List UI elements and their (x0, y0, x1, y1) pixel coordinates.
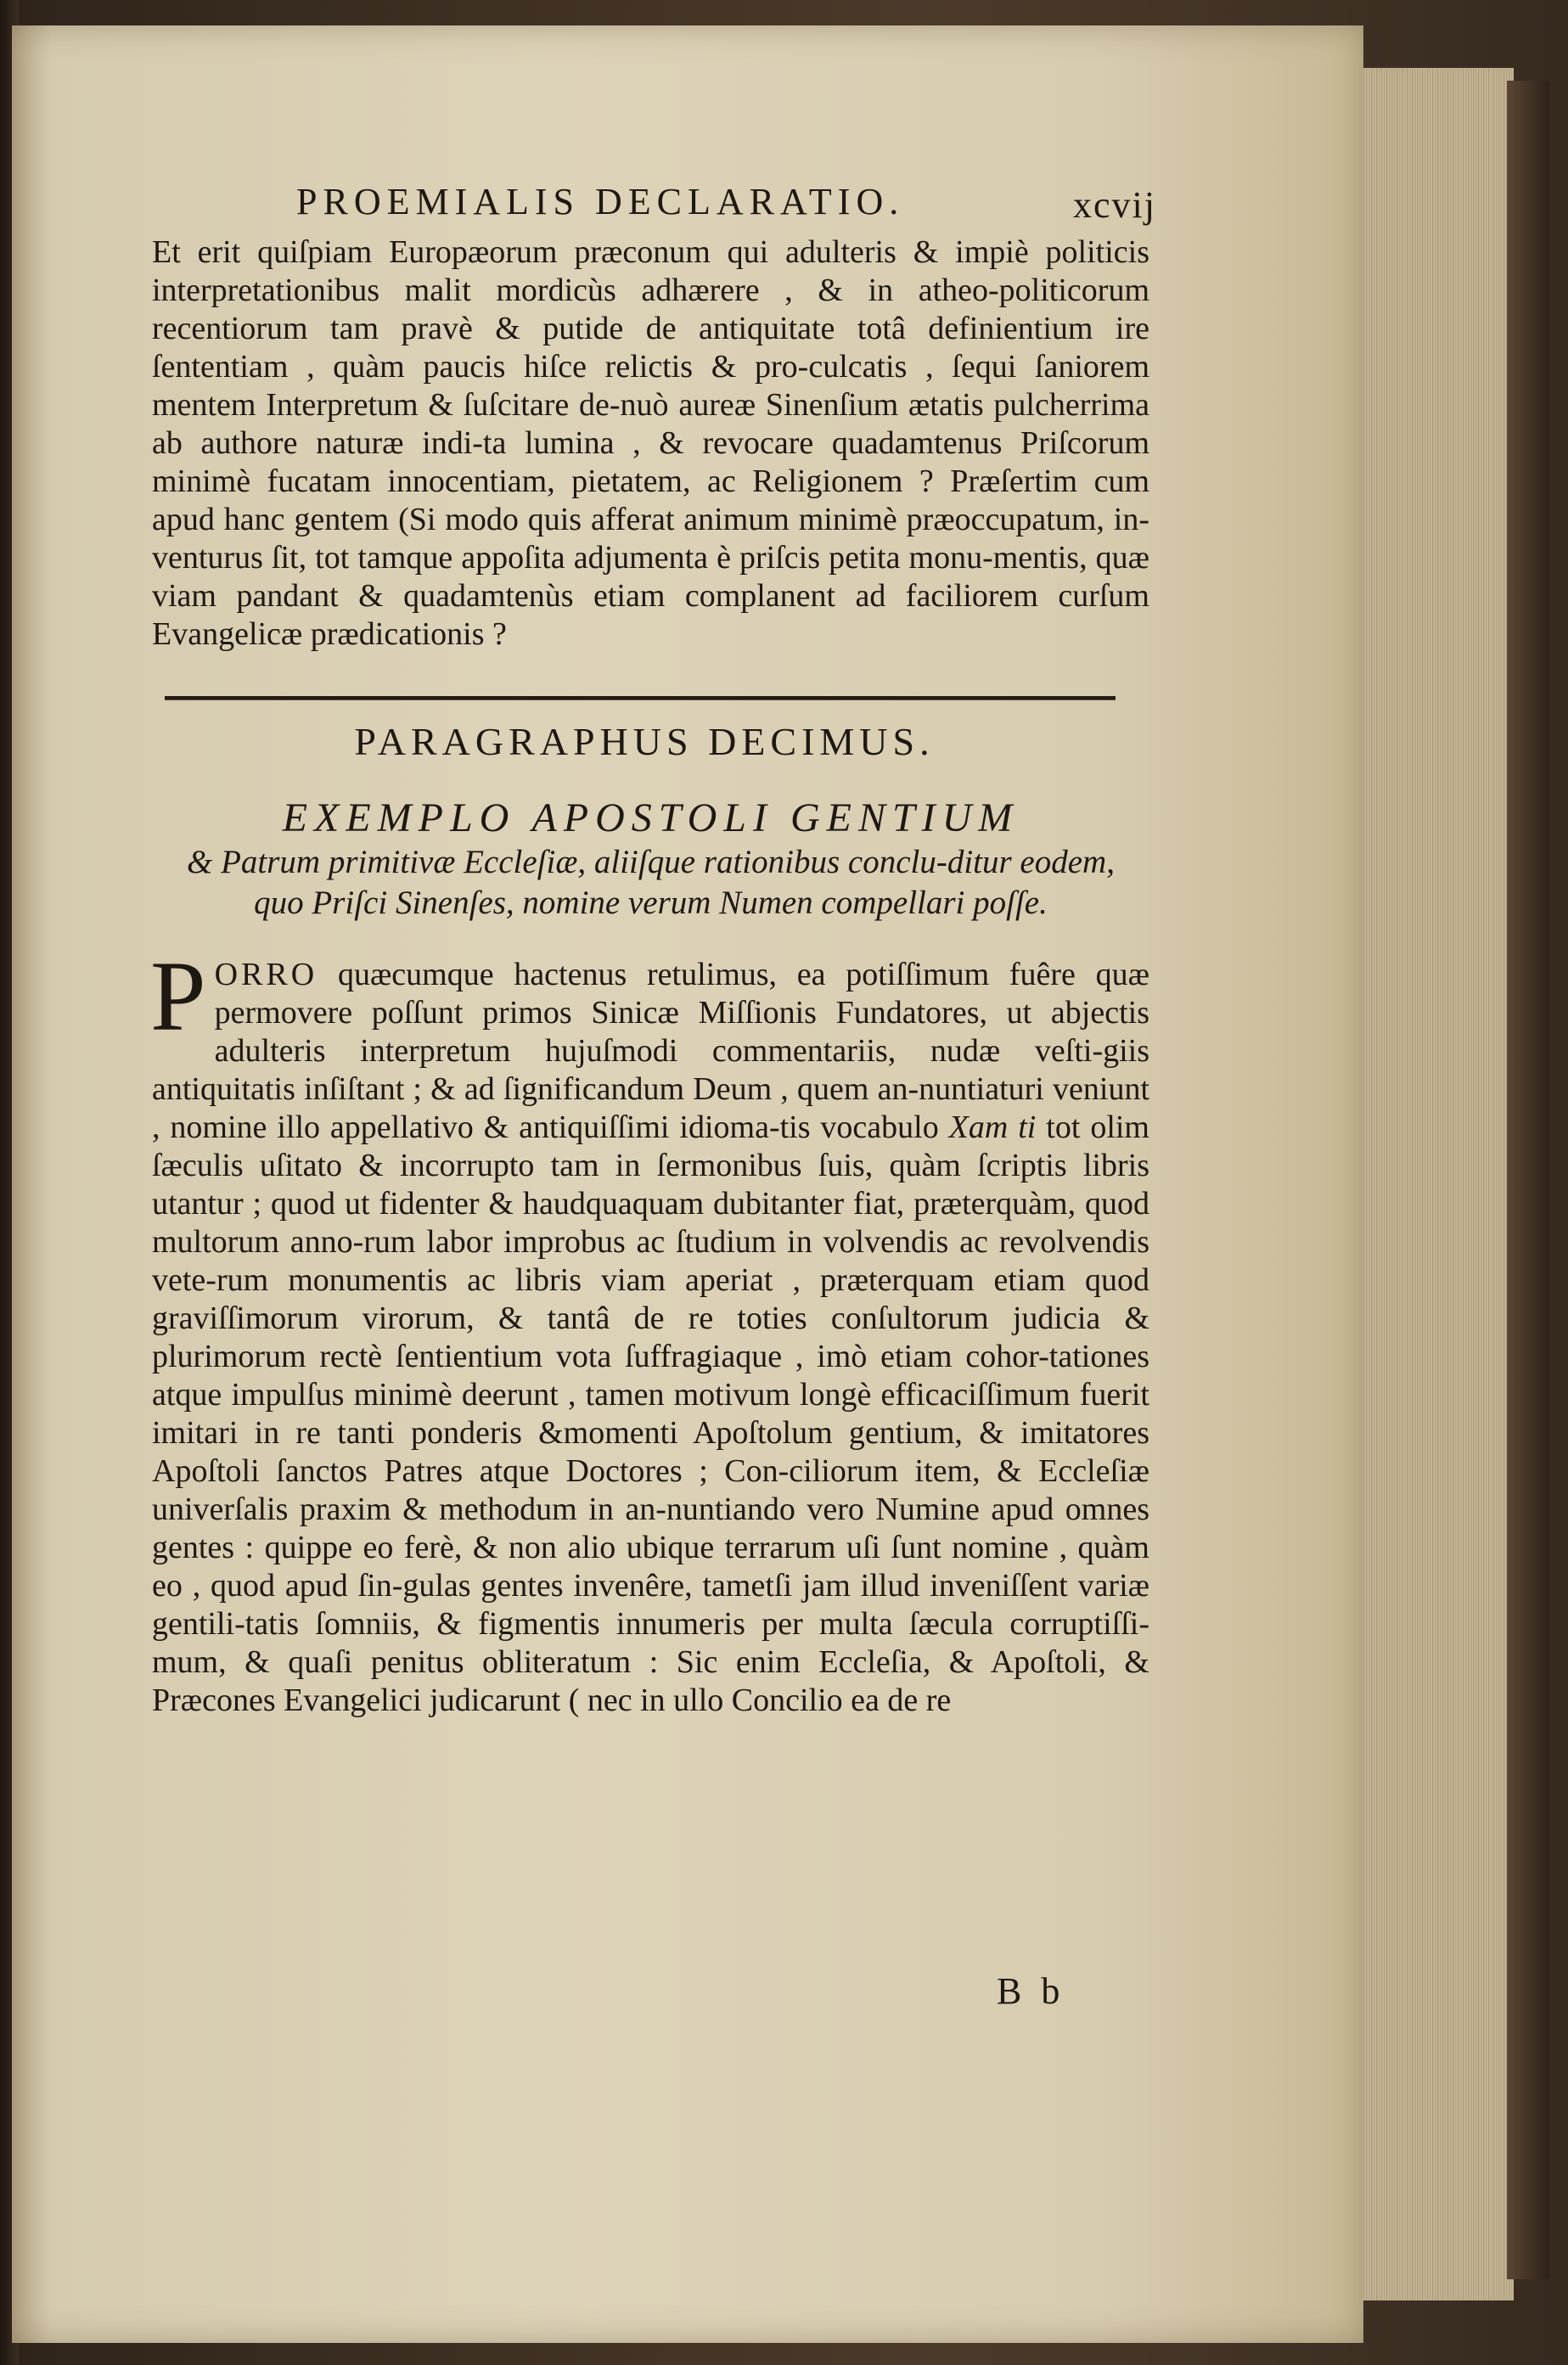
section-heading: PARAGRAPHUS DECIMUS. (354, 720, 935, 763)
body-text-2: tot olim ſæculis uſitato & incorrupto tam in ſermonibus ſuis, quàm ſcriptis libris utantur ; quod ut fidenter & haudquaquam dubitanter fiat, præterquàm, quod multorum anno-rum labor improbus ac ſtudium in volvendis ac revolvendis vete-rum monumentis ac libris viam aperiat , præterquam etiam quod graviſſimorum virorum, & tantâ de re toties conſultorum judicia & plurimorum rectè ſentientium vota ſuffragiaque , imò etiam cohor-tationes atque impulſus minimè deerunt , tamen motivum longè efficaciſſimum fuerit imitari in re tanti ponderis &momenti Apoſtolum gentium, & imitatores Apoſtoli ſanctos Patres atque Doctores ; Con-ciliorum item, & Eccleſiæ univerſalis praxim & methodum in an-nuntiando vero Numine apud omnes gentes : quippe eo ferè, & non alio ubique terrarum uſi ſunt nomine , quàm eo , quod apud ſin-gulas gentes invenêre, tametſi jam illud inveniſſent variæ gentili-tatis ſomniis, & figmentis innumeris per multa ſæcula corruptiſſi-mum, & quaſi penitus obliteratum : Sic enim Eccleſia, & Apoſtoli, & Præcones Evangelici judicarunt ( nec in ullo Concilio ea de re (152, 1109, 1149, 1718)
opening-word: ORRO (214, 957, 318, 992)
section-title-line1: EXEMPLO APOSTOLI GENTIUM (282, 795, 1020, 840)
section-title-rest: & Patrum primitivæ Eccleſiæ, aliiſque rationibus conclu-ditur eodem, quo Priſci Sinenſes, nomine verum Numen compellari poſſe. (187, 844, 1115, 921)
intro-paragraph: Et erit quiſpiam Europæorum præconum qui adulteris & impiè politicis interpretationibus malit mordicùs adhærere , & in atheo-politicorum recentiorum tam pravè & putide de antiquitate totâ definientium ire ſententiam , quàm paucis hiſce relictis & pro-culcatis , ſequi ſaniorem mentem Interpretum & ſuſcitare de-nuò aureæ Sinenſium ætatis pulcherrima ab authore naturæ indi-ta lumina , & revocare quadamtenus Priſcorum minimè fucatam innocentiam, pietatem, ac Religionem ? Præſertim cum apud hanc gentem (Si modo quis afferat animum minimè præoccupatum, in-venturus ſit, tot tamque appoſita adjumenta è priſcis petita monu-mentis, quæ viam pandant & quadamtenùs etiam complanent ad faciliorem curſum Evangelicæ prædicationis ? (152, 234, 1149, 652)
book-cover-edge (1507, 81, 1549, 2279)
drop-cap: P (150, 941, 206, 1052)
page-fore-edge (1358, 68, 1514, 2300)
body-paragraph (150, 941, 1149, 1720)
horizontal-rule (165, 696, 1116, 700)
text-block (150, 181, 1156, 1752)
section-title (152, 795, 1149, 924)
page-number: xcvij (1073, 184, 1156, 226)
signature-mark: B b (997, 1970, 1065, 2012)
running-head (152, 181, 1156, 233)
italic-term: Xam ti (948, 1109, 1037, 1145)
body-text-1: quæcumque hactenus retulimus, ea potiſſimum fuêre quæ permovere poſſunt primos Sinicæ Miſſionis Fundatores, ut abjectis adulteris interpretum hujuſmodi commentariis, nudæ veſti-giis antiquitatis inſiſtant ; & ad ſignificandum Deum , quem an-nuntiaturi veniunt , nomine illo appellativo & antiquiſſimi idioma-tis vocabulo (152, 957, 1149, 1145)
running-head-title: PROEMIALIS DECLARATIO. (296, 181, 905, 222)
book-page (12, 25, 1363, 2343)
